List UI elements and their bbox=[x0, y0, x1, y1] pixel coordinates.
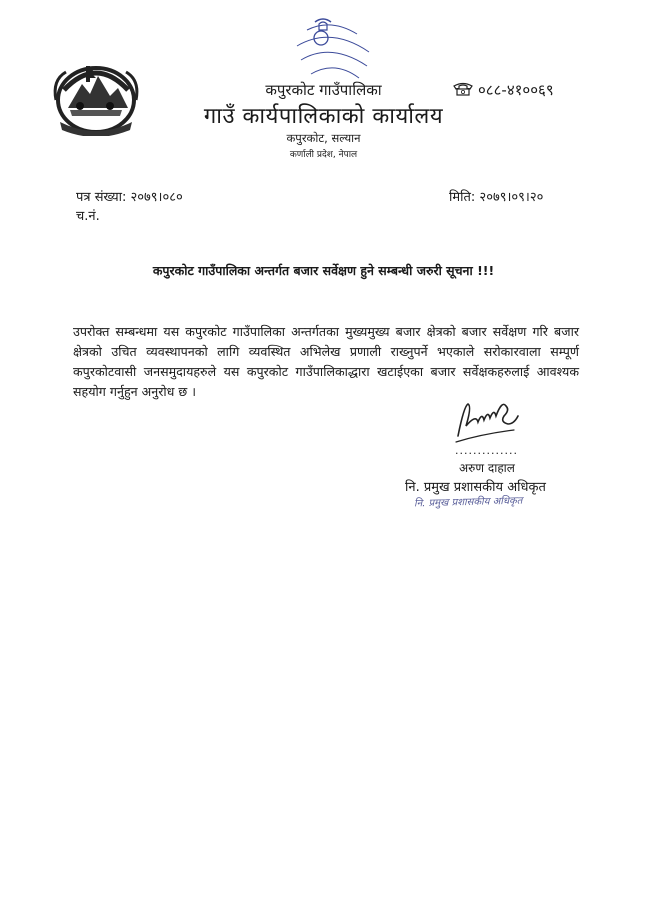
municipality-name: कपुरकोट गाउँपालिका bbox=[265, 81, 382, 99]
signatory-title: नि. प्रमुख प्रशासकीय अधिकृत bbox=[405, 480, 546, 495]
telephone-icon bbox=[452, 82, 474, 96]
letter-body: उपरोक्त सम्बन्धमा यस कपुरकोट गाउँपालिका अन्तर्गतका मुख्यमुख्य बजार क्षेत्रको बजार सर्वेक्षण गरि बजार क्षेत्रको उचित व्यवस्थापनको लागि व्यवस्थित अभिलेख प्रणाली राख्नुपर्ने भएकाले सरोकारवाला सम्पूर्ण कपुरकोटवासी जनसमुदायहरुले यस कपुरकोट गाउँपालिकाद्धारा खटाईएका बजार सर्वेक्षकहरुलाई आवश्यक सहयोग गर्नुहुन अनुरोध छ । bbox=[73, 324, 579, 399]
province-line: कर्णाली प्रदेश, नेपाल bbox=[289, 150, 358, 160]
office-title: गाउँ कार्यपालिकाको कार्यालय bbox=[203, 104, 444, 129]
phone-value: ०८८-४१००६९ bbox=[478, 81, 554, 99]
letter-subject: कपुरकोट गाउँपालिका अन्तर्गत बजार सर्वेक्षण हुने सम्बन्धी जरुरी सूचना !!! bbox=[152, 263, 495, 278]
signatory-name: अरुण दाहाल bbox=[459, 461, 515, 475]
letter-number: पत्र संख्या: २०७९।०८० bbox=[76, 190, 183, 205]
phone-number bbox=[452, 80, 554, 100]
handwritten-signature-icon bbox=[452, 396, 524, 446]
office-address: कपुरकोट, सल्यान bbox=[286, 131, 361, 145]
signature-dots: .............. bbox=[455, 444, 518, 457]
dispatch-number: च.नं. bbox=[76, 209, 100, 224]
official-stamp: नि. प्रमुख प्रशासकीय अधिकृत bbox=[413, 495, 523, 510]
municipality-seal-icon bbox=[287, 16, 375, 84]
letter-date: मिति: २०७९।०९।२० bbox=[449, 190, 544, 205]
